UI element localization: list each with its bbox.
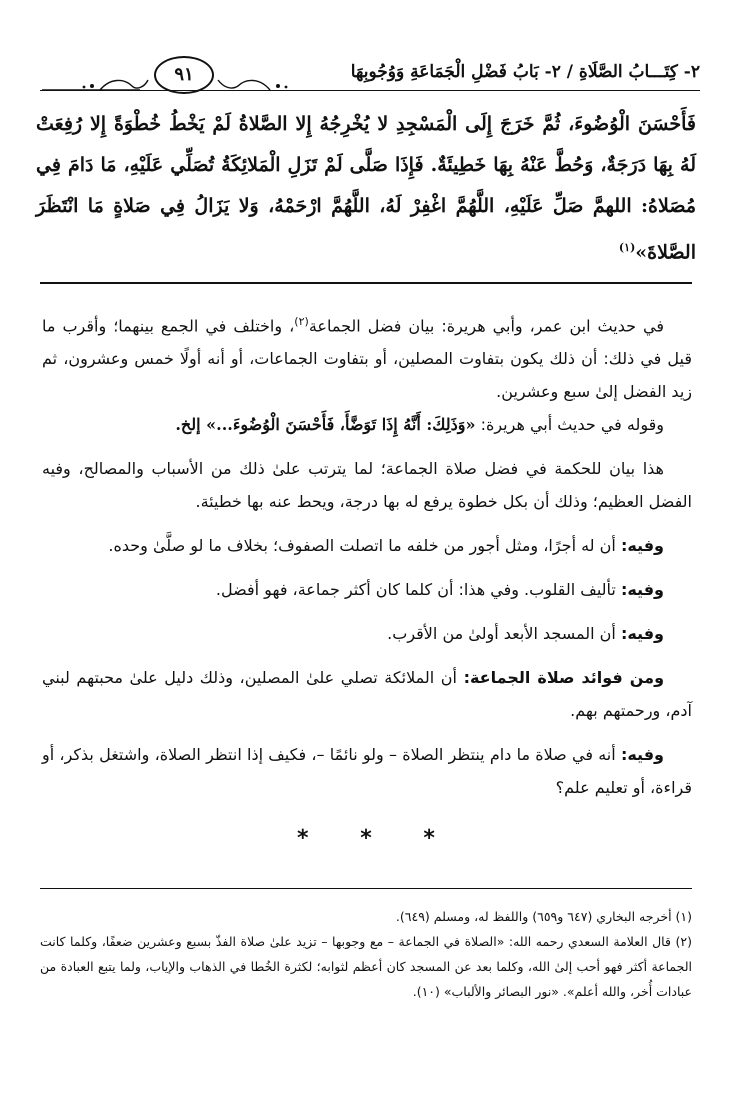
footnote-rule [40,888,692,889]
paragraph-8 [42,738,692,804]
footnote-2: (٢) قال العلامة السعدي رحمه الله: «الصلاة في الجماعة – مع وجوبها – تزيد علىٰ صلاة الفذّ بسبع وعشرين ضعفًا، وكلما كانت الجماعة أكثر فهو أحب إلىٰ الله، وكلما بعد عن المسجد كان أعظم لثوابه؛ لكثرة الخُطا في الذهاب والإياب، ولما يتبع العبادة من عبادات أُخر، والله أعلم». «نور البصائر والألباب» (١٠). [40,934,692,999]
asterisk-2: * [360,826,372,851]
p1-text-b: ، واختلف في الجمع بينهما؛ وأقرب ما قيل في ذلك: أن ذلك يكون بتفاوت المصلين، أو بتفاوت الجماعات، أو أنه أولًا خمس وعشرون، ثم زيد الفضل إلىٰ سبع وعشرين. [42,316,692,402]
paragraph-6 [42,617,692,650]
p4-text: أن له أجرًا، ومثل أجور من خلفه ما اتصلت الصفوف؛ بخلاف ما لو صلَّىٰ وحده. [108,536,616,556]
header-right-ornament-icon [212,52,326,94]
p5-lead: وفيه: [620,580,664,600]
p5-text: تأليف القلوب. وفي هذا: أن كلما كان أكثر جماعة، فهو أفضل. [215,580,616,600]
p1-text-a: في حديث ابن عمر، وأبي هريرة: بيان فضل الجماعة [308,316,665,336]
paragraph-4 [42,529,692,562]
footnote-ref-2[interactable]: (٢) [294,315,309,328]
page-number: ٩١ [154,56,214,94]
paragraph-7 [42,661,692,727]
footnote-ref-1[interactable]: (١) [618,241,636,254]
p6-lead: وفيه: [620,624,664,644]
footnote-1: (١) أخرجه البخاري (٦٤٧ و٦٥٩) واللفظ له، ومسلم (٦٤٩). [395,909,692,924]
section-end-asterisks [0,826,732,851]
chapter-title: ٢- كِتَـــابُ الصَّلَاةِ / ٢- بَابُ فَضْلِ الْجَمَاعَةِ وَوُجُوبِهَا [350,62,700,82]
header-left-ornament-icon [40,52,154,94]
p2-lead: وقوله في حديث أبي هريرة: [480,415,664,435]
p7-text: أن الملائكة تصلي علىٰ المصلين، وذلك دليل علىٰ محبتهم لبني آدم، ورحمتهم بهم. [42,668,692,721]
hadith-text [36,104,696,273]
p8-lead: وفيه: [620,745,664,765]
header-rule [40,90,700,91]
asterisk-3: * [423,826,435,851]
paragraph-5 [42,573,692,606]
p2-quote: «وَذَلِكَ: أَنَّهُ إِذَا تَوَضَّأَ، فَأَحْسَنَ الْوُضُوءَ...» إلخ. [175,415,476,435]
asterisk-1: * [297,826,309,851]
p8-text: أنه في صلاة ما دام ينتظر الصلاة – ولو نائمًا –، فكيف إذا انتظر الصلاة، واشتغل بذكر، أو قراءة، أو تعليم علم؟ [42,745,692,798]
paragraph-1 [42,305,692,408]
p7-lead: ومن فوائد صلاة الجماعة: [463,668,665,688]
p4-lead: وفيه: [620,536,664,556]
hadith-body: فَأَحْسَنَ الْوُضُوءَ، ثُمَّ خَرَجَ إِلَى الْمَسْجِدِ لا يُخْرِجُهُ إِلا الصَّلاةُ لَمْ يَخْطُ خُطْوَةً إِلا رُفِعَتْ لَهُ بِهَا دَرَجَةٌ، وَحُطَّ عَنْهُ بِهَا خَطِيئَةٌ. فَإِذَا صَلَّى لَمْ تَزَلِ الْمَلائِكَةُ تُصَلِّي عَلَيْهِ، مَا دَامَ فِي مُصَلاهُ: اللهمَّ صَلِّ عَلَيْهِ، اللَّهُمَّ اغْفِرْ لَهُ، اللَّهُمَّ ارْحَمْهُ، وَلا يَزَالُ فِي صَلاةٍ مَا انْتَظَرَ الصَّلاةَ» [36,113,696,264]
p6-text: أن المسجد الأبعد أولىٰ من الأقرب. [387,624,616,644]
section-divider [40,282,692,284]
paragraph-3: هذا بيان للحكمة في فضل صلاة الجماعة؛ لما يترتب علىٰ ذلك من الأسباب والمصالح، وفيه الفضل العظيم؛ وذلك أن بكل خطوة يرفع له بها درجة، ويحط عنه بها خطيئة. [42,459,692,512]
running-header [40,52,700,98]
footnotes [40,904,692,1004]
paragraph-2 [42,408,692,441]
commentary [42,305,692,804]
